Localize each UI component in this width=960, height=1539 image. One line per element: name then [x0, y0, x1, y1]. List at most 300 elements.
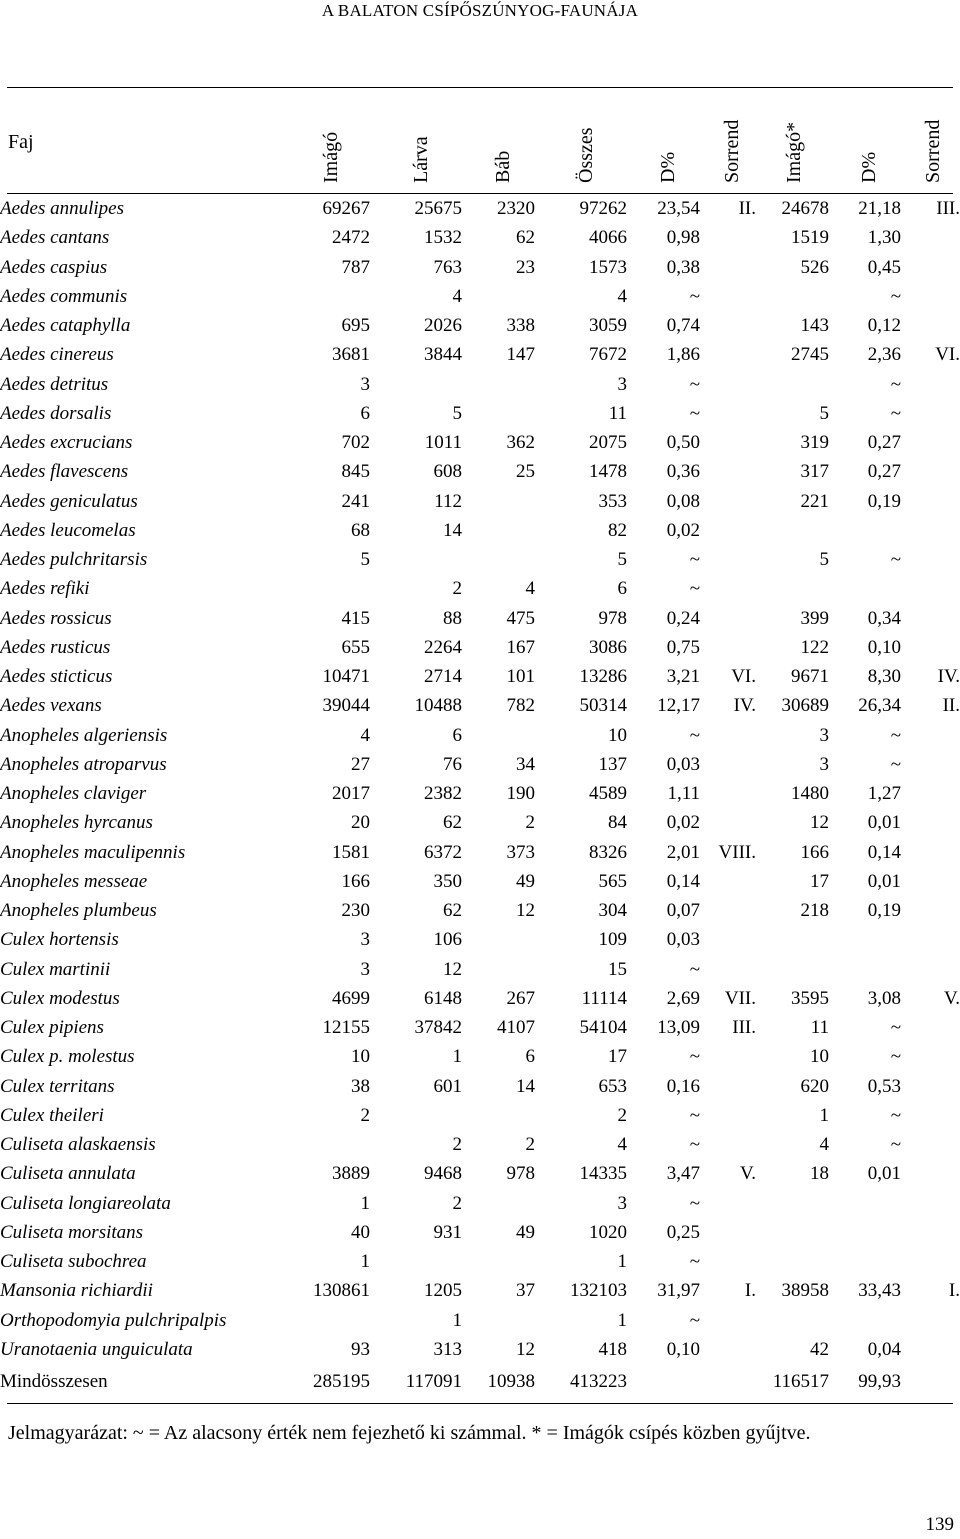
table-row — [0, 399, 960, 428]
cell-bab — [462, 925, 535, 954]
cell-imago: 69267 — [322, 198, 370, 220]
table-row — [0, 282, 960, 311]
cell-larva: 25675 — [414, 198, 462, 220]
cell-d-percent-2: 21,18 — [858, 198, 901, 220]
cell-sorrend-2: II. — [942, 695, 960, 717]
cell-d-percent: 0,02 — [666, 812, 700, 834]
cell-sorrend-2 — [901, 516, 960, 545]
cell-imago: 695 — [341, 315, 370, 337]
cell-imago: 3 — [360, 958, 370, 980]
cell-d-percent-2: 26,34 — [858, 695, 901, 717]
cell-larva: 2 — [452, 1134, 462, 1156]
cell-larva: 12 — [443, 958, 462, 980]
cell-bab: 373 — [506, 841, 535, 863]
cell-d-percent: 0,07 — [666, 900, 700, 922]
cell-imago: 5 — [360, 549, 370, 571]
cell-bab: 475 — [506, 607, 535, 629]
cell-bab — [462, 1306, 535, 1335]
cell-larva: 313 — [433, 1338, 462, 1360]
cell-d-percent: 12,17 — [657, 695, 700, 717]
cell-sorrend — [700, 428, 756, 457]
cell-d-percent-2: 0,19 — [867, 490, 901, 512]
cell-larva: 62 — [443, 900, 462, 922]
cell-sorrend-2 — [901, 1042, 960, 1071]
cell-osszes: 14335 — [579, 1163, 627, 1185]
cell-imago-star: 1480 — [791, 783, 829, 805]
cell-imago-star: 1519 — [791, 227, 829, 249]
cell-osszes: 1020 — [589, 1221, 627, 1243]
cell-larva: 37842 — [414, 1017, 462, 1039]
cell-sorrend-2 — [901, 925, 960, 954]
cell-sorrend: VI. — [731, 666, 756, 688]
cell-d-percent: ~ — [689, 1134, 700, 1156]
cell-imago-star — [756, 925, 829, 954]
table-row — [0, 194, 960, 223]
cell-imago — [300, 574, 370, 603]
cell-d-percent-2: 0,01 — [867, 1163, 901, 1185]
cell-species: Aedes caspius — [0, 256, 108, 278]
cell-species: Aedes annulipes — [0, 198, 125, 220]
cell-imago-star: 4 — [819, 1134, 829, 1156]
cell-imago: 40 — [351, 1221, 370, 1243]
cell-sorrend-2: V. — [943, 987, 960, 1009]
page-number: 139 — [925, 1514, 954, 1535]
cell-species: Anopheles plumbeus — [0, 900, 157, 922]
cell-imago: 39044 — [322, 695, 370, 717]
cell-d-percent-2 — [829, 574, 901, 603]
cell-larva: 76 — [443, 753, 462, 775]
cell-larva — [370, 370, 462, 399]
cell-d-percent-2: 33,43 — [858, 1280, 901, 1302]
cell-imago-star: 1 — [819, 1104, 829, 1126]
cell-larva: 4 — [452, 285, 462, 307]
cell-sorrend — [700, 487, 756, 516]
cell-d-percent: 13,09 — [657, 1017, 700, 1039]
cell-osszes: 2 — [617, 1104, 627, 1126]
cell-sorrend-2 — [901, 1218, 960, 1247]
cell-d-percent-2: 8,30 — [867, 666, 901, 688]
cell-sorrend-2: I. — [948, 1280, 960, 1302]
cell-species: Aedes rusticus — [0, 636, 111, 658]
table-row — [0, 340, 960, 369]
cell-sorrend-2 — [901, 896, 960, 925]
cell-imago-star — [756, 516, 829, 545]
cell-species: Aedes sticticus — [0, 666, 113, 688]
cell-larva: 2026 — [424, 315, 462, 337]
cell-larva: 2264 — [424, 636, 462, 658]
cell-osszes: 11 — [608, 402, 627, 424]
cell-species: Culex pipiens — [0, 1017, 104, 1039]
cell-imago-star: 18 — [810, 1163, 829, 1185]
cell-bab: 147 — [506, 344, 535, 366]
cell-sorrend — [700, 370, 756, 399]
cell-species: Aedes vexans — [0, 695, 102, 717]
cell-d-percent-2: ~ — [890, 285, 901, 307]
cell-bab: 62 — [516, 227, 535, 249]
cell-species: Culiseta alaskaensis — [0, 1134, 156, 1156]
cell-d-percent: 1,11 — [667, 783, 700, 805]
cell-larva: 763 — [433, 256, 462, 278]
cell-sorrend — [700, 574, 756, 603]
cell-sorrend — [700, 1306, 756, 1335]
cell-d-percent-2 — [829, 516, 901, 545]
cell-d-percent-2: ~ — [890, 724, 901, 746]
cell-d-percent: ~ — [689, 549, 700, 571]
cell-imago: 787 — [341, 256, 370, 278]
cell-d-percent: ~ — [689, 724, 700, 746]
cell-osszes: 15 — [608, 958, 627, 980]
cell-d-percent: ~ — [689, 1104, 700, 1126]
running-head: A BALATON CSÍPŐSZÚNYOG-FAUNÁJA — [321, 1, 639, 20]
cell-sorrend — [700, 399, 756, 428]
cell-sorrend-2 — [901, 545, 960, 574]
cell-imago: 4 — [360, 724, 370, 746]
cell-d-percent: ~ — [689, 1309, 700, 1331]
cell-species: Anopheles hyrcanus — [0, 812, 153, 834]
cell-imago-star: 11 — [810, 1017, 829, 1039]
cell-osszes: 7672 — [589, 344, 627, 366]
total-imago-star: 116517 — [772, 1370, 829, 1392]
cell-osszes: 5 — [617, 549, 627, 571]
cell-species: Anopheles atroparvus — [0, 753, 167, 775]
cell-sorrend-2 — [901, 457, 960, 486]
cell-sorrend — [700, 282, 756, 311]
table-row — [0, 604, 960, 633]
cell-d-percent: ~ — [689, 1251, 700, 1273]
cell-d-percent: ~ — [689, 285, 700, 307]
cell-d-percent: 1,86 — [666, 344, 700, 366]
cell-sorrend — [700, 1101, 756, 1130]
cell-species: Aedes pulchritarsis — [0, 549, 148, 571]
cell-sorrend — [700, 253, 756, 282]
cell-bab — [462, 545, 535, 574]
cell-bab — [462, 1101, 535, 1130]
cell-species: Culex p. molestus — [0, 1046, 135, 1068]
table-row — [0, 370, 960, 399]
table-body — [0, 194, 960, 1398]
cell-sorrend — [700, 1218, 756, 1247]
cell-d-percent: 31,97 — [657, 1280, 700, 1302]
cell-species: Culiseta annulata — [0, 1163, 136, 1185]
cell-d-percent-2: 0,27 — [867, 461, 901, 483]
cell-bab: 2 — [525, 1134, 535, 1156]
table-row — [0, 896, 960, 925]
table-row — [0, 545, 960, 574]
cell-d-percent: 0,02 — [666, 519, 700, 541]
cell-sorrend-2 — [901, 633, 960, 662]
cell-imago — [300, 1306, 370, 1335]
cell-d-percent-2 — [829, 1247, 901, 1276]
cell-larva: 112 — [434, 490, 462, 512]
cell-sorrend — [700, 604, 756, 633]
cell-sorrend: IV. — [733, 695, 756, 717]
cell-sorrend — [700, 779, 756, 808]
total-sorrend — [700, 1364, 756, 1398]
table-row — [0, 428, 960, 457]
cell-d-percent-2: ~ — [890, 1046, 901, 1068]
cell-imago-star: 3 — [819, 724, 829, 746]
table-row — [0, 1130, 960, 1159]
cell-imago-star: 166 — [800, 841, 829, 863]
table-row — [0, 838, 960, 867]
cell-bab: 37 — [516, 1280, 535, 1302]
cell-larva: 10488 — [414, 695, 462, 717]
cell-larva: 2 — [452, 1192, 462, 1214]
cell-imago-star — [756, 370, 829, 399]
cell-imago: 166 — [341, 870, 370, 892]
table-row — [0, 662, 960, 691]
table-row — [0, 1159, 960, 1188]
cell-sorrend-2 — [901, 1306, 960, 1335]
cell-bab: 190 — [506, 783, 535, 805]
cell-sorrend-2 — [901, 838, 960, 867]
cell-d-percent-2: ~ — [890, 549, 901, 571]
cell-d-percent-2: 0,27 — [867, 432, 901, 454]
cell-sorrend-2 — [901, 604, 960, 633]
cell-species: Mansonia richiardii — [0, 1280, 153, 1302]
cell-imago: 1 — [360, 1251, 370, 1273]
cell-sorrend — [700, 457, 756, 486]
cell-imago-star — [756, 1306, 829, 1335]
cell-sorrend — [700, 340, 756, 369]
cell-species: Aedes flavescens — [0, 461, 129, 483]
cell-species: Anopheles messeae — [0, 870, 148, 892]
cell-bab — [462, 370, 535, 399]
cell-bab — [462, 399, 535, 428]
cell-imago-star — [756, 1247, 829, 1276]
cell-sorrend-2 — [901, 223, 960, 252]
cell-d-percent: 0,10 — [666, 1338, 700, 1360]
cell-imago-star: 2745 — [791, 344, 829, 366]
cell-larva: 1011 — [424, 432, 462, 454]
cell-bab: 23 — [516, 256, 535, 278]
cell-imago-star: 317 — [800, 461, 829, 483]
cell-d-percent-2: ~ — [890, 753, 901, 775]
cell-sorrend — [700, 955, 756, 984]
cell-species: Culex modestus — [0, 987, 120, 1009]
cell-imago-star: 319 — [800, 432, 829, 454]
total-d-percent — [627, 1364, 700, 1398]
cell-sorrend-2 — [901, 721, 960, 750]
cell-imago-star — [756, 282, 829, 311]
cell-bab: 12 — [516, 900, 535, 922]
cell-larva: 62 — [443, 812, 462, 834]
cell-sorrend-2: VI. — [935, 344, 960, 366]
total-sorrend-2 — [901, 1364, 960, 1398]
cell-imago-star — [756, 1189, 829, 1218]
cell-bab: 49 — [516, 870, 535, 892]
cell-sorrend — [700, 1189, 756, 1218]
cell-imago-star: 24678 — [781, 198, 829, 220]
table-row — [0, 721, 960, 750]
cell-larva: 931 — [433, 1221, 462, 1243]
cell-larva: 2714 — [424, 666, 462, 688]
cell-osszes: 4 — [617, 285, 627, 307]
cell-sorrend-2 — [901, 779, 960, 808]
cell-sorrend — [700, 896, 756, 925]
cell-d-percent: 3,21 — [666, 666, 700, 688]
cell-larva: 1 — [452, 1309, 462, 1331]
cell-imago: 845 — [341, 461, 370, 483]
cell-bab: 25 — [516, 461, 535, 483]
cell-bab: 2 — [525, 812, 535, 834]
table-row — [0, 311, 960, 340]
total-row — [0, 1364, 960, 1398]
cell-species: Culex martinii — [0, 958, 111, 980]
cell-sorrend — [700, 1247, 756, 1276]
table-row — [0, 516, 960, 545]
cell-osszes: 565 — [598, 870, 627, 892]
cell-d-percent-2: ~ — [890, 373, 901, 395]
cell-imago-star: 17 — [810, 870, 829, 892]
cell-sorrend-2 — [901, 370, 960, 399]
cell-d-percent: 0,74 — [666, 315, 700, 337]
cell-sorrend-2 — [901, 1072, 960, 1101]
table-top-rule — [7, 87, 953, 88]
cell-sorrend-2 — [901, 808, 960, 837]
cell-larva — [370, 1247, 462, 1276]
cell-osszes: 1 — [617, 1251, 627, 1273]
cell-larva: 2 — [452, 578, 462, 600]
cell-d-percent-2: 0,04 — [867, 1338, 901, 1360]
cell-osszes: 304 — [598, 900, 627, 922]
cell-larva: 601 — [433, 1075, 462, 1097]
cell-larva: 14 — [443, 519, 462, 541]
cell-imago-star — [756, 574, 829, 603]
cell-osszes: 11114 — [581, 987, 627, 1009]
table-bottom-rule — [7, 1403, 953, 1404]
cell-sorrend-2 — [901, 253, 960, 282]
cell-larva: 1532 — [424, 227, 462, 249]
cell-d-percent: 0,36 — [666, 461, 700, 483]
cell-bab — [462, 487, 535, 516]
cell-osszes: 109 — [598, 929, 627, 951]
cell-bab: 4 — [525, 578, 535, 600]
cell-d-percent: 23,54 — [657, 198, 700, 220]
cell-larva: 6372 — [424, 841, 462, 863]
cell-sorrend-2 — [901, 1130, 960, 1159]
cell-bab: 338 — [506, 315, 535, 337]
cell-d-percent: 0,75 — [666, 636, 700, 658]
cell-imago: 2017 — [332, 783, 370, 805]
cell-osszes: 978 — [598, 607, 627, 629]
cell-sorrend-2 — [901, 574, 960, 603]
cell-species: Orthopodomyia pulchripalpis — [0, 1309, 227, 1331]
cell-larva: 608 — [433, 461, 462, 483]
cell-larva — [370, 1101, 462, 1130]
cell-sorrend-2 — [901, 1335, 960, 1364]
cell-larva: 6148 — [424, 987, 462, 1009]
table-row — [0, 253, 960, 282]
table-row — [0, 1335, 960, 1364]
cell-larva: 88 — [443, 607, 462, 629]
cell-sorrend: VIII. — [718, 841, 756, 863]
legend: Jelmagyarázat: ~ = Az alacsony érték nem fejezhető ki számmal. * = Imágók csípés közben gyűjtve. — [8, 1422, 811, 1444]
cell-d-percent: 0,98 — [666, 227, 700, 249]
cell-imago: 2472 — [332, 227, 370, 249]
cell-imago: 6 — [360, 402, 370, 424]
cell-d-percent-2: ~ — [890, 1104, 901, 1126]
cell-species: Aedes detritus — [0, 373, 109, 395]
cell-sorrend: II. — [738, 198, 756, 220]
cell-bab: 782 — [506, 695, 535, 717]
cell-imago-star: 221 — [800, 490, 829, 512]
table-row — [0, 1276, 960, 1305]
cell-osszes: 4 — [617, 1134, 627, 1156]
cell-larva — [370, 545, 462, 574]
cell-osszes: 6 — [617, 578, 627, 600]
cell-bab: 362 — [506, 432, 535, 454]
cell-bab — [462, 1247, 535, 1276]
cell-imago-star: 399 — [800, 607, 829, 629]
cell-d-percent-2: 1,30 — [867, 227, 901, 249]
cell-imago: 3889 — [332, 1163, 370, 1185]
cell-osszes: 84 — [608, 812, 627, 834]
cell-bab: 49 — [516, 1221, 535, 1243]
cell-sorrend — [700, 1130, 756, 1159]
cell-d-percent: 3,47 — [666, 1163, 700, 1185]
cell-imago-star: 10 — [810, 1046, 829, 1068]
cell-d-percent-2: 0,10 — [867, 636, 901, 658]
cell-osszes: 1 — [617, 1309, 627, 1331]
cell-sorrend — [700, 311, 756, 340]
cell-osszes: 3 — [617, 1192, 627, 1214]
cell-sorrend — [700, 1042, 756, 1071]
cell-imago — [300, 1130, 370, 1159]
cell-imago-star: 9671 — [791, 666, 829, 688]
cell-bab: 2320 — [497, 198, 535, 220]
cell-sorrend-2 — [901, 1247, 960, 1276]
cell-d-percent-2 — [829, 1306, 901, 1335]
cell-sorrend — [700, 516, 756, 545]
cell-species: Anopheles claviger — [0, 783, 147, 805]
cell-osszes: 3086 — [589, 636, 627, 658]
cell-sorrend-2 — [901, 867, 960, 896]
cell-larva: 5 — [452, 402, 462, 424]
cell-d-percent: ~ — [689, 958, 700, 980]
cell-imago: 1 — [360, 1192, 370, 1214]
cell-larva: 1205 — [424, 1280, 462, 1302]
cell-imago: 20 — [351, 812, 370, 834]
cell-d-percent: ~ — [689, 402, 700, 424]
table-row — [0, 925, 960, 954]
cell-larva: 350 — [433, 870, 462, 892]
table-row — [0, 1247, 960, 1276]
cell-sorrend: III. — [732, 1017, 756, 1039]
cell-species: Aedes rossicus — [0, 607, 112, 629]
cell-larva: 2382 — [424, 783, 462, 805]
cell-d-percent: ~ — [689, 373, 700, 395]
cell-imago — [300, 282, 370, 311]
cell-sorrend-2 — [901, 1101, 960, 1130]
cell-imago: 655 — [341, 636, 370, 658]
cell-sorrend-2 — [901, 750, 960, 779]
cell-d-percent-2: 0,19 — [867, 900, 901, 922]
cell-d-percent-2: 0,12 — [867, 315, 901, 337]
cell-imago-star: 12 — [810, 812, 829, 834]
cell-d-percent-2: 2,36 — [867, 344, 901, 366]
cell-imago: 2 — [360, 1104, 370, 1126]
cell-sorrend-2 — [901, 1013, 960, 1042]
cell-sorrend-2: IV. — [937, 666, 960, 688]
table-row — [0, 457, 960, 486]
table-row — [0, 984, 960, 1013]
cell-d-percent: ~ — [689, 578, 700, 600]
table-row — [0, 779, 960, 808]
table-row — [0, 691, 960, 720]
cell-bab — [462, 955, 535, 984]
cell-species: Culiseta subochrea — [0, 1251, 147, 1273]
